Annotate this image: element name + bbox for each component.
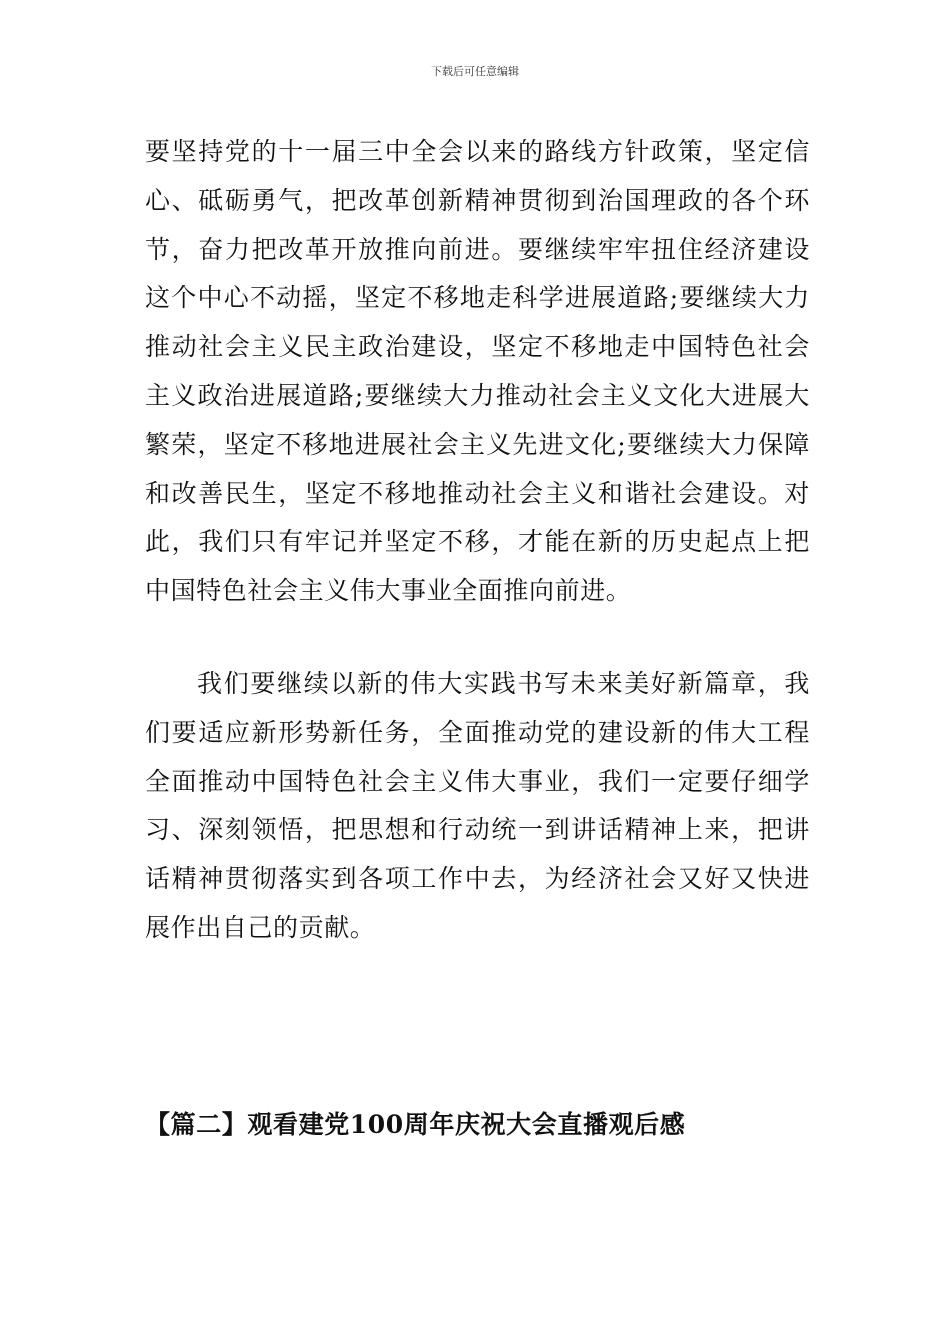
body-paragraph-2: 我们要继续以新的伟大实践书写未来美好新篇章，我们要适应新形势新任务，全面推动党的建设新的伟大工程全面推动中国特色社会主义伟大事业，我们一定要仔细学习、深刻领悟，把思想和行动统一到讲话精神上来，把讲话精神贯彻落实到各项工作中去，为经济社会又好又快进展作出自己的贡献。 (145, 668, 810, 942)
section-heading: 【篇二】观看建党100周年庆祝大会直播观后感 (145, 1109, 686, 1139)
page-header-note: 下载后可任意编辑 (431, 65, 519, 78)
document-body (145, 128, 810, 1149)
body-paragraph-1: 要坚持党的十一届三中全会以来的路线方针政策，坚定信心、砥砺勇气，把改革创新精神贯彻到治国理政的各个环节，奋力把改革开放推向前进。要继续牢牢扭住经济建设这个中心不动摇，坚定不移地走科学进展道路;要继续大力推动社会主义民主政治建设，坚定不移地走中国特色社会主义政治进展道路;要继续大力推动社会主义文化大进展大繁荣，坚定不移地进展社会主义先进文化;要继续大力保障和改善民生，坚定不移地推动社会主义和谐社会建设。对此，我们只有牢记并坚定不移，才能在新的历史起点上把中国特色社会主义伟大事业全面推向前进。 (145, 137, 810, 606)
